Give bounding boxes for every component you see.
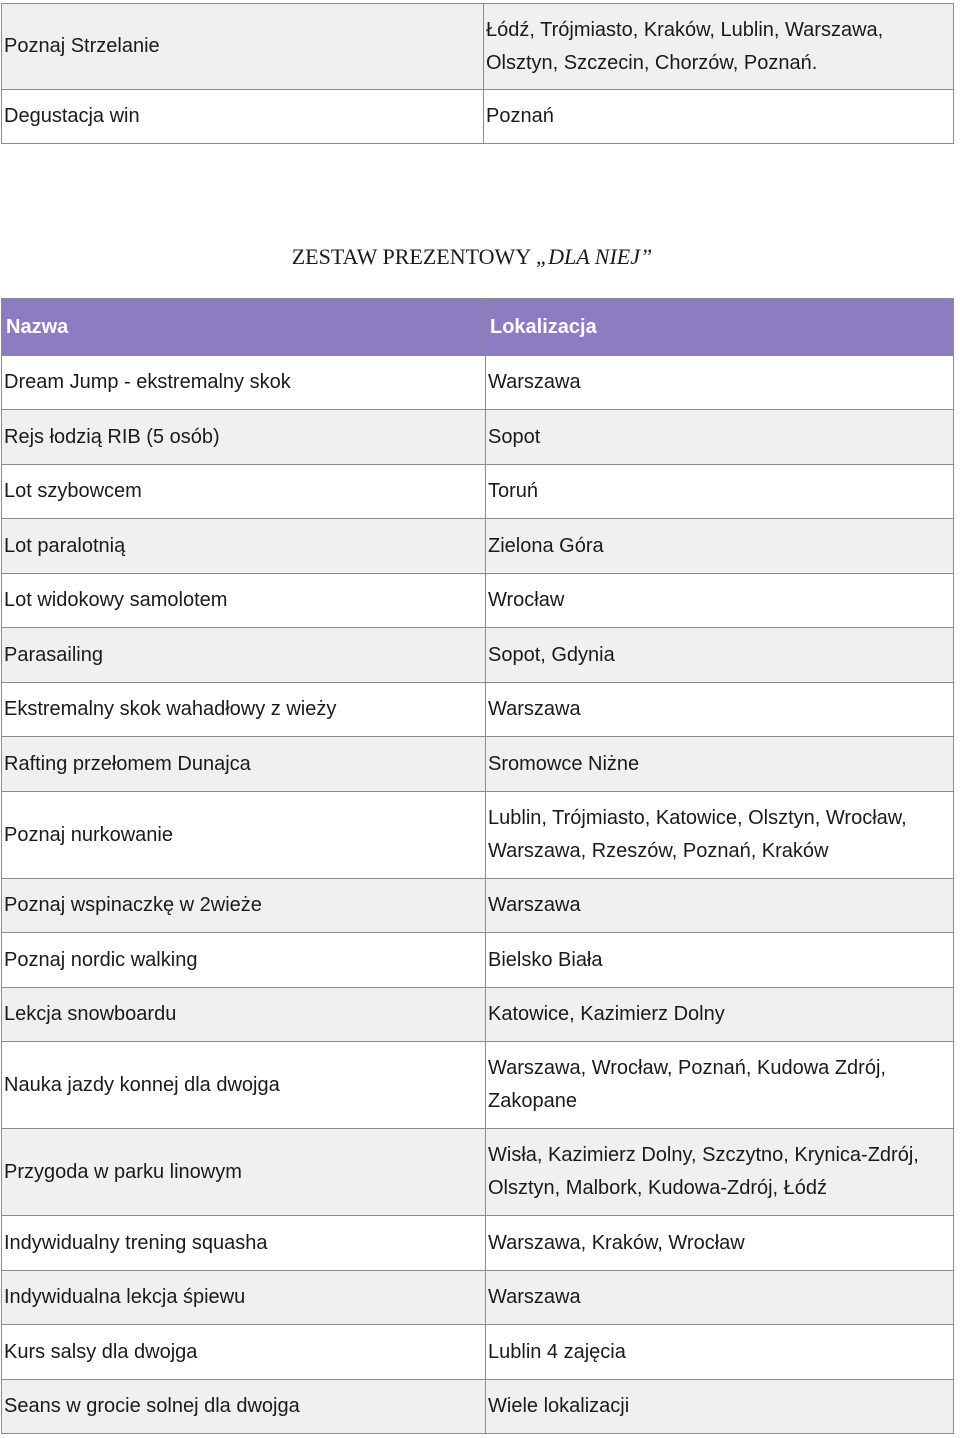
table-row	[2, 1216, 954, 1271]
activity-name: Ekstremalny skok wahadłowy z wieży	[2, 683, 486, 737]
activity-name: Poznaj nurkowanie	[2, 792, 486, 879]
activity-location: Toruń	[486, 465, 954, 519]
activity-location: Wiele lokalizacji	[486, 1380, 954, 1434]
activity-name: Poznaj nordic walking	[2, 933, 486, 988]
activity-location: Warszawa	[486, 1271, 954, 1325]
table-row	[2, 988, 954, 1042]
activity-name: Degustacja win	[2, 90, 484, 144]
activity-name: Lekcja snowboardu	[2, 988, 486, 1042]
table-row	[2, 737, 954, 792]
table-row	[2, 1325, 954, 1380]
table-row	[2, 628, 954, 683]
activity-location: Warszawa	[486, 356, 954, 410]
table-row	[2, 683, 954, 737]
activity-name: Nauka jazdy konnej dla dwojga	[2, 1042, 486, 1129]
activity-name: Indywidualna lekcja śpiewu	[2, 1271, 486, 1325]
activity-location: Warszawa	[486, 683, 954, 737]
table-row	[2, 879, 954, 933]
activity-name: Lot paralotnią	[2, 519, 486, 574]
activity-location: Wisła, Kazimierz Dolny, Szczytno, Krynica-Zdrój, Olsztyn, Malbork, Kudowa-Zdrój, Łódź	[486, 1129, 954, 1216]
activity-name: Poznaj Strzelanie	[2, 4, 484, 90]
table-row	[2, 4, 954, 90]
gift-set-table	[1, 298, 954, 1434]
activity-name: Kurs salsy dla dwojga	[2, 1325, 486, 1380]
table-row	[2, 1042, 954, 1129]
table-row	[2, 465, 954, 519]
column-header-name: Nazwa	[2, 299, 486, 356]
table-row	[2, 356, 954, 410]
activity-name: Lot szybowcem	[2, 465, 486, 519]
top-table	[1, 3, 954, 144]
activity-name: Rafting przełomem Dunajca	[2, 737, 486, 792]
table-row	[2, 1380, 954, 1434]
section-title-text: ZESTAW PREZENTOWY	[291, 244, 536, 269]
table-row	[2, 933, 954, 988]
activity-location: Lublin, Trójmiasto, Katowice, Olsztyn, Wrocław, Warszawa, Rzeszów, Poznań, Kraków	[486, 792, 954, 879]
activity-location: Warszawa, Kraków, Wrocław	[486, 1216, 954, 1271]
activity-location: Wrocław	[486, 574, 954, 628]
table-row	[2, 792, 954, 879]
activity-name: Parasailing	[2, 628, 486, 683]
section-title-italic: „DLA NIEJ”	[535, 244, 653, 269]
activity-location: Warszawa	[486, 879, 954, 933]
column-header-location: Lokalizacja	[486, 299, 954, 356]
activity-name: Lot widokowy samolotem	[2, 574, 486, 628]
activity-location: Bielsko Biała	[486, 933, 954, 988]
activity-name: Dream Jump - ekstremalny skok	[2, 356, 486, 410]
activity-location: Zielona Góra	[486, 519, 954, 574]
activity-name: Seans w grocie solnej dla dwojga	[2, 1380, 486, 1434]
activity-location: Lublin 4 zajęcia	[486, 1325, 954, 1380]
activity-name: Przygoda w parku linowym	[2, 1129, 486, 1216]
table-row	[2, 574, 954, 628]
activity-name: Poznaj wspinaczkę w 2wieże	[2, 879, 486, 933]
table-row	[2, 410, 954, 465]
activity-location: Warszawa, Wrocław, Poznań, Kudowa Zdrój, Zakopane	[486, 1042, 954, 1129]
activity-name: Rejs łodzią RIB (5 osób)	[2, 410, 486, 465]
activity-location: Poznań	[484, 90, 954, 144]
table-header-row	[2, 299, 954, 356]
table-row	[2, 519, 954, 574]
activity-location: Sromowce Niżne	[486, 737, 954, 792]
activity-location: Sopot	[486, 410, 954, 465]
activity-location: Sopot, Gdynia	[486, 628, 954, 683]
section-title	[0, 244, 944, 270]
table-row	[2, 1271, 954, 1325]
table-row	[2, 1129, 954, 1216]
table-row	[2, 90, 954, 144]
activity-name: Indywidualny trening squasha	[2, 1216, 486, 1271]
activity-location: Łódź, Trójmiasto, Kraków, Lublin, Warszawa, Olsztyn, Szczecin, Chorzów, Poznań.	[484, 4, 954, 90]
activity-location: Katowice, Kazimierz Dolny	[486, 988, 954, 1042]
